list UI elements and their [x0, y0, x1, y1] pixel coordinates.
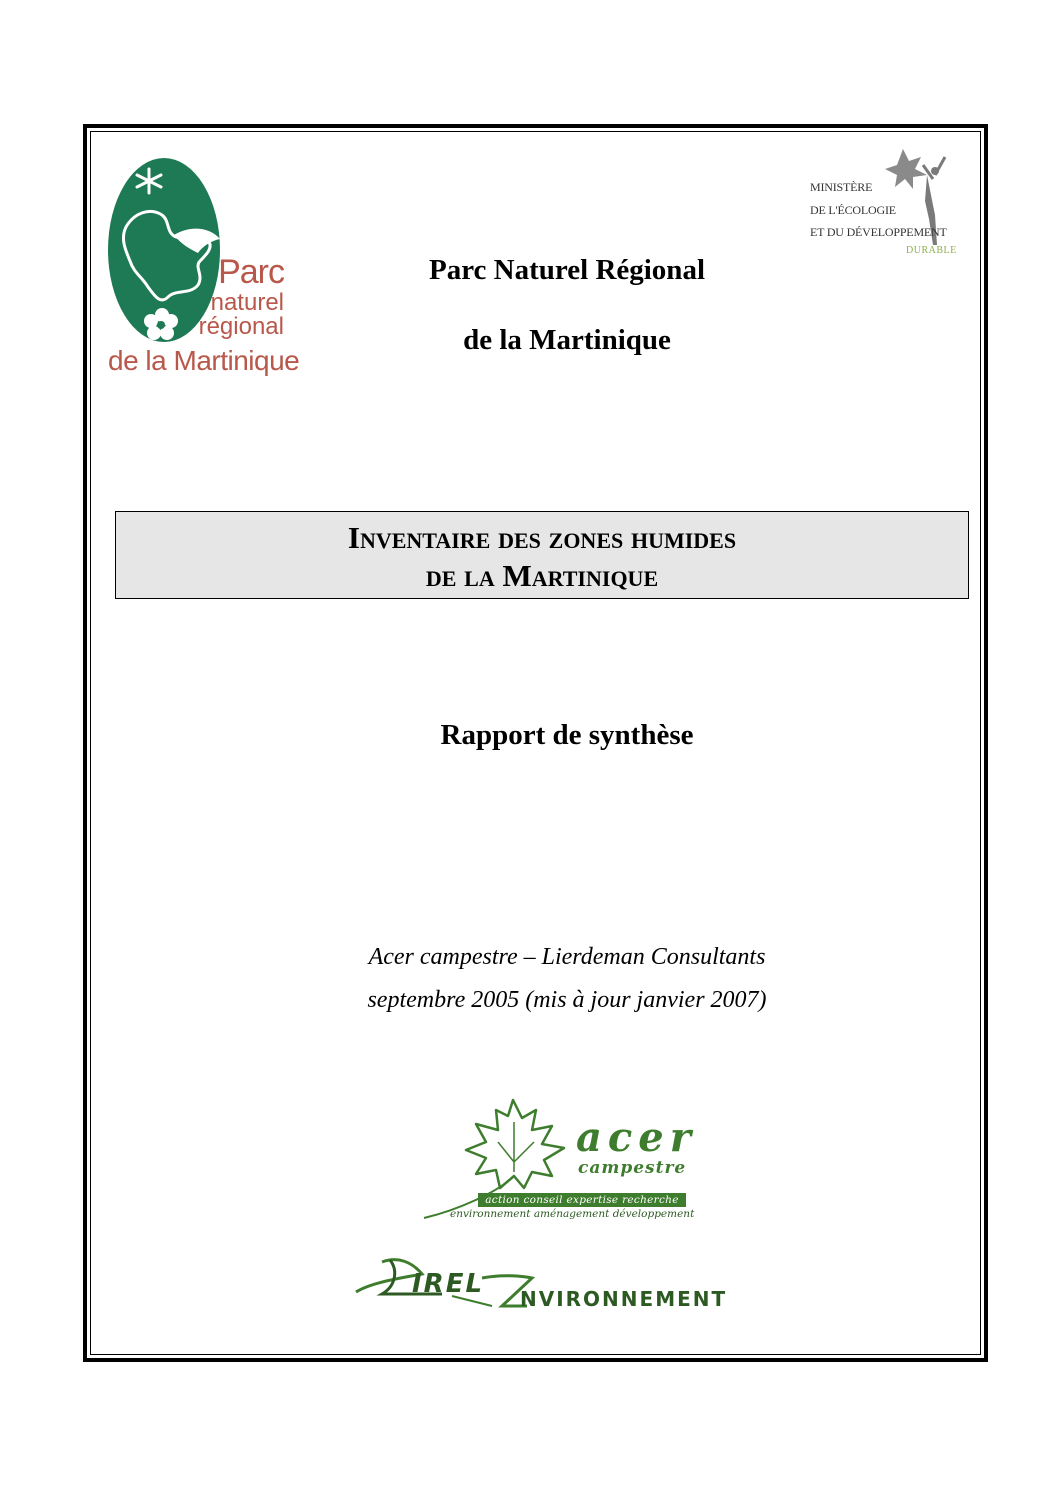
ministere-line1: MINISTÈRE — [810, 180, 873, 194]
pnr-logo-martinique: de la Martinique — [108, 345, 300, 376]
acer-logo — [418, 1092, 697, 1222]
title-line2: de la Martinique — [425, 558, 659, 593]
ministere-line3: ET DU DÉVELOPPEMENT — [810, 225, 947, 239]
environnement-wordmark-text: NVIRONNEMENT — [520, 1287, 727, 1311]
pnr-logo-naturel: naturel — [210, 289, 284, 316]
lirel-wordmark-icon — [352, 1248, 727, 1323]
acer-logo-word: acer — [576, 1114, 697, 1161]
acer-logo-campestre: campestre — [578, 1158, 687, 1178]
ministere-line4: DURABLE — [906, 245, 957, 256]
acer-logo-tagline: environnement aménagement développement — [450, 1208, 695, 1220]
title-box — [115, 511, 969, 599]
pnr-logo-regional: régional — [198, 313, 284, 340]
ministere-line2: DE L'ÉCOLOGIE — [810, 203, 896, 217]
lirel-wordmark-text: IREL — [412, 1269, 485, 1299]
pnr-logo-parc: Parc — [218, 253, 284, 291]
lirel-logo — [352, 1248, 727, 1323]
header-line2: de la Martinique — [463, 324, 671, 356]
header-line1: Parc Naturel Régional — [429, 254, 705, 286]
ministere-logo — [808, 145, 968, 260]
pnr-logo — [104, 155, 300, 385]
acer-logo-band: action conseil expertise recherche — [478, 1193, 686, 1207]
title-line1: Inventaire des zones humides — [347, 520, 737, 555]
report-subtitle: Rapport de synthèse — [440, 719, 694, 751]
authors-line: Acer campestre – Lierdeman Consultants — [368, 944, 766, 970]
date-line: septembre 2005 (mis à jour janvier 2007) — [367, 987, 767, 1013]
